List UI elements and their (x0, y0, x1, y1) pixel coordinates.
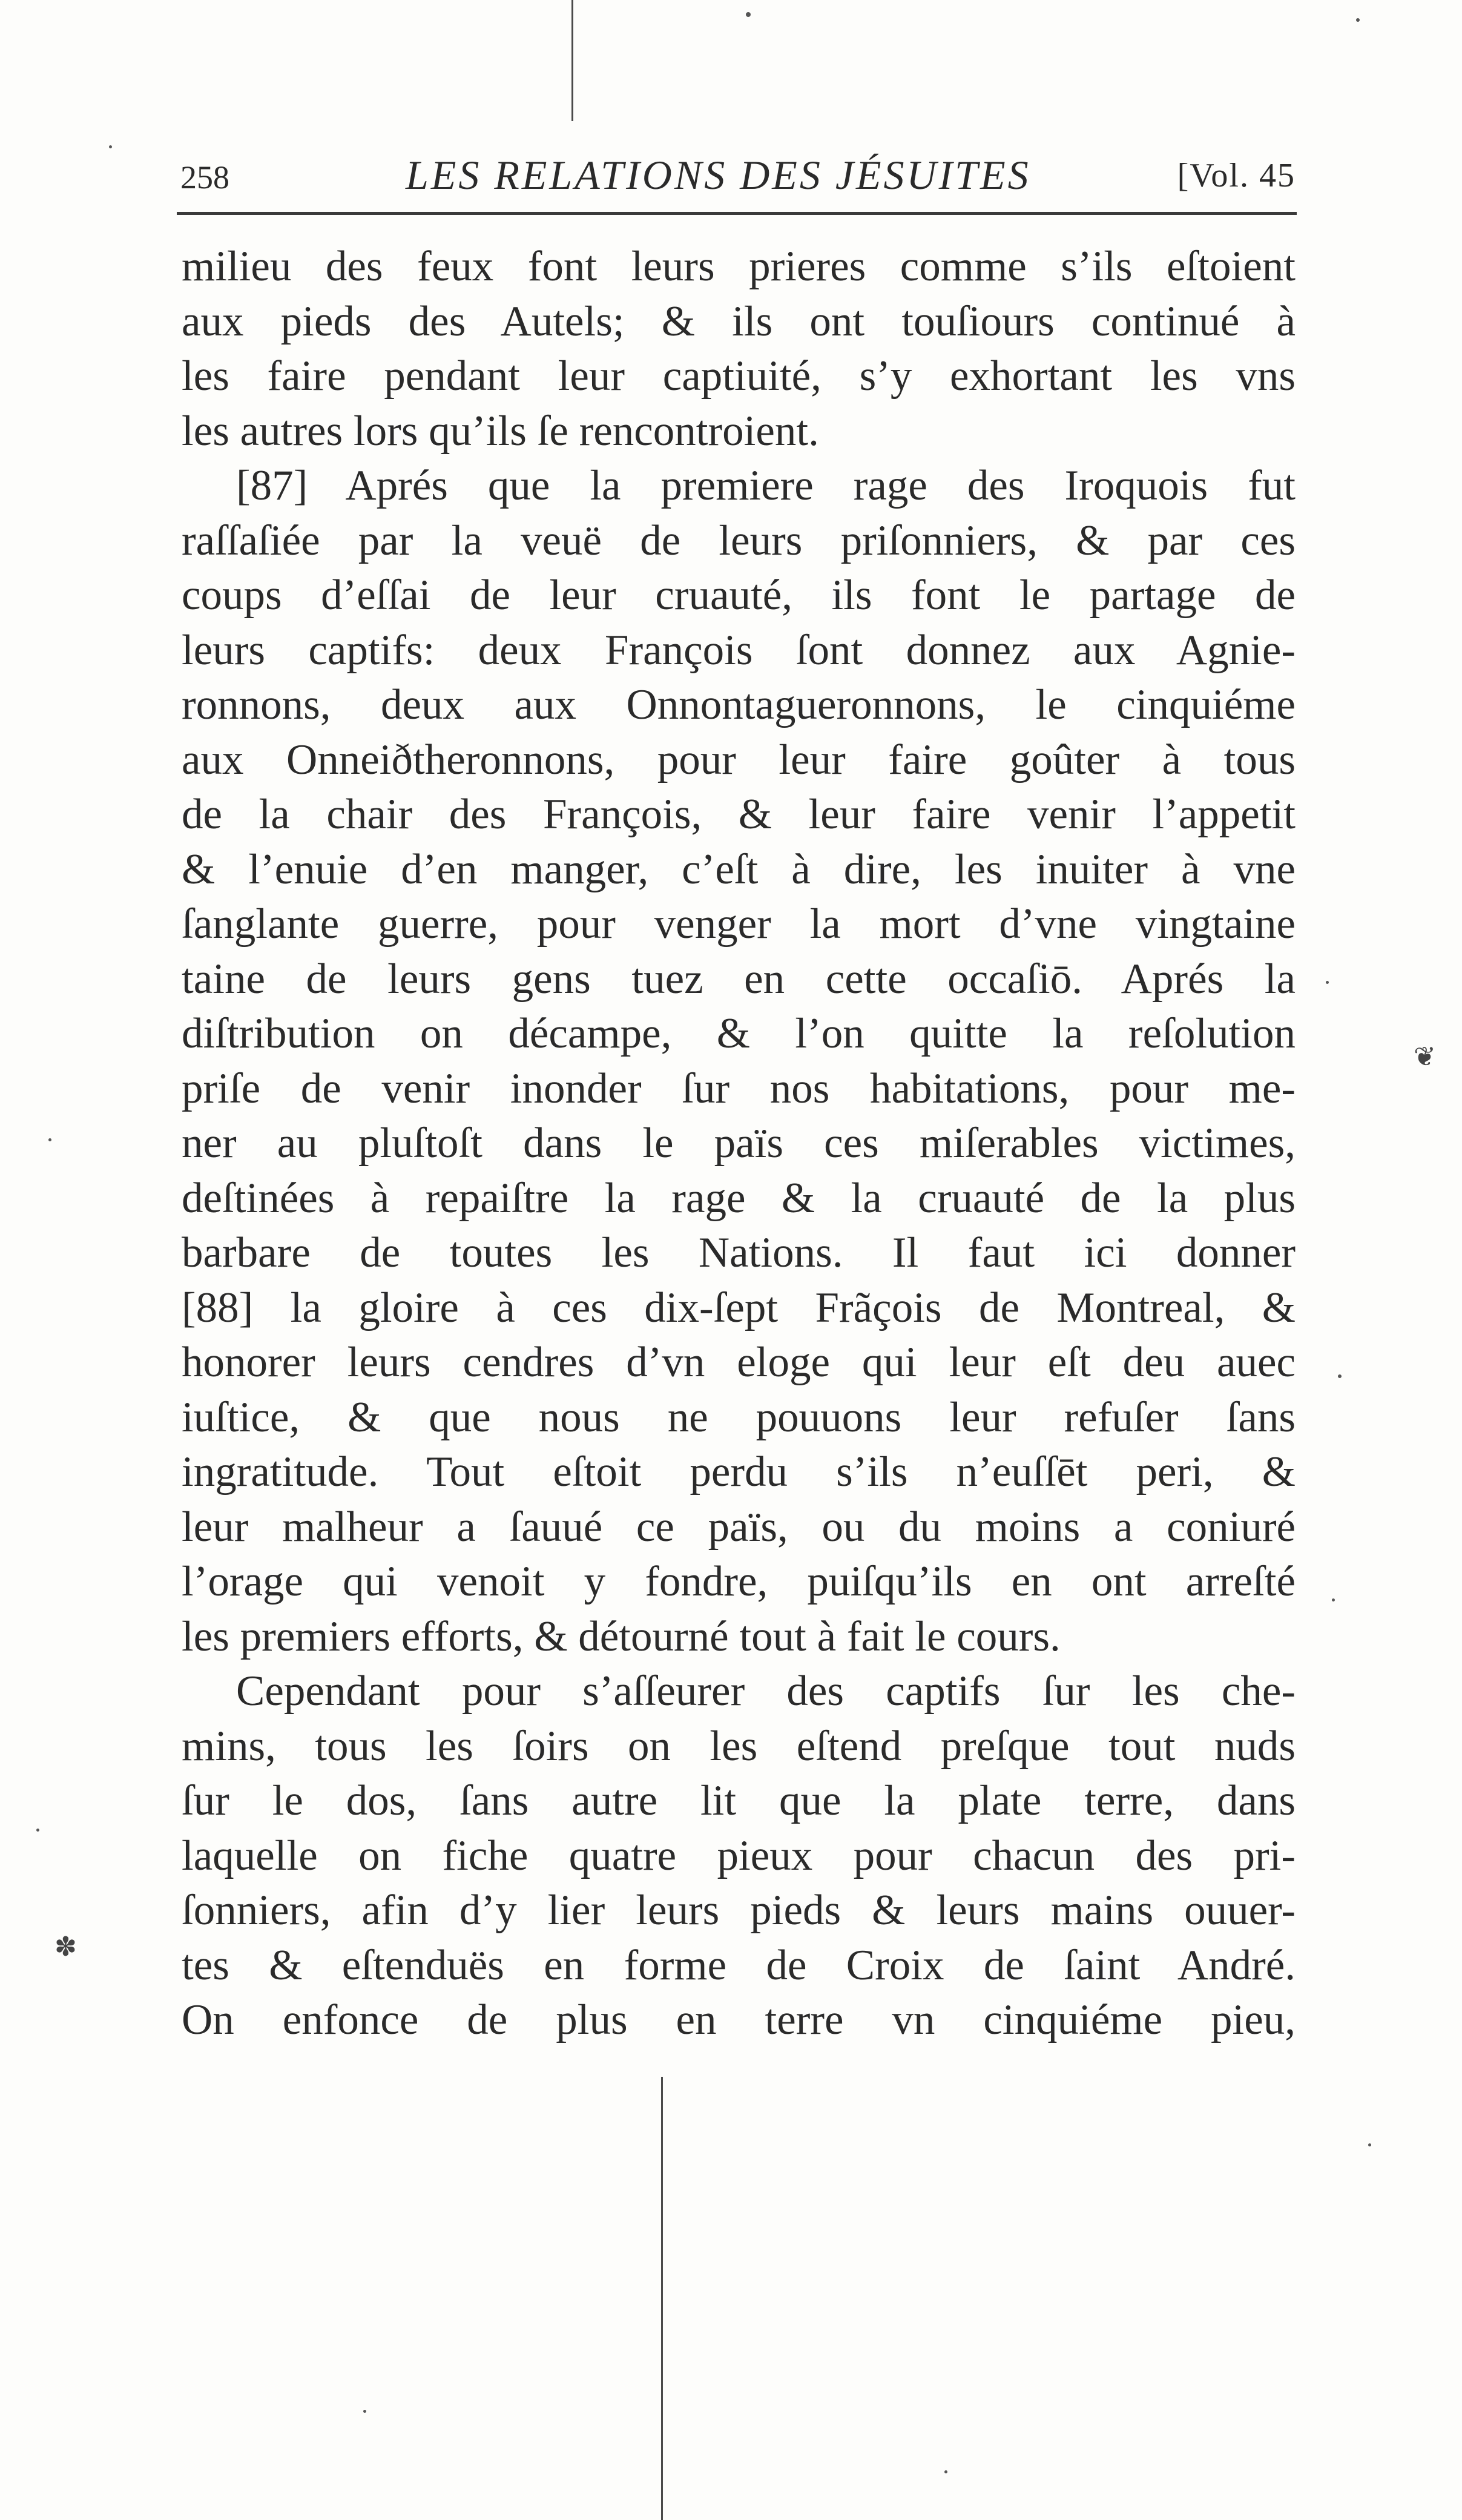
dust-speck (363, 2410, 366, 2413)
text-line: aux pieds des Autels; & ils ont touſiours continué à (182, 297, 1296, 345)
text-line: On enfonce de plus en terre vn cinquiéme pieu, (182, 1996, 1296, 2043)
text-line: barbare de toutes les Nations. Il faut ici donner (182, 1229, 1296, 1276)
text-line: ſur le dos, ſans autre lit que la plate terre, dans (182, 1777, 1296, 1824)
text-line: leurs captifs: deux François ſont donnez aux Agnie- (182, 626, 1296, 674)
ornament-speck-icon: ❦ (1414, 1042, 1436, 1072)
text-line: tes & eſtenduës en forme de Croix de ſaint André. (182, 1941, 1296, 1989)
text-line: de la chair des François, & leur faire venir l’appetit (182, 791, 1296, 838)
page-number: 258 (180, 159, 229, 196)
text-line: ſonniers, afin d’y lier leurs pieds & leurs mains ouuer- (182, 1887, 1296, 1934)
gutter-crease-top (571, 0, 573, 121)
text-line: les premiers efforts, & détourné tout à fait le cours. (182, 1612, 1061, 1660)
dust-speck (48, 1138, 51, 1141)
text-line: & l’enuie d’en manger, c’eſt à dire, les inuiter à vne (182, 845, 1296, 893)
text-line: leur malheur a ſauué ce païs, ou du moins a coniuré (182, 1503, 1296, 1551)
header-rule (177, 212, 1297, 215)
dust-speck (1368, 2143, 1371, 2146)
text-line: deſtinées à repaiſtre la rage & la cruauté de la plus (182, 1174, 1296, 1222)
text-line: [88] la gloire à ces dix-ſept Frãçois de Montreal, & (182, 1284, 1296, 1331)
running-head (180, 151, 1296, 206)
text-line: honorer leurs cendres d’vn eloge qui leur eſt deu auec (182, 1339, 1296, 1386)
text-line: ner au pluſtoſt dans le païs ces miſerables victimes, (182, 1120, 1296, 1167)
text-line: taine de leurs gens tuez en cette occaſiō. Aprés la (182, 955, 1296, 1003)
text-line: les autres lors qu’ils ſe rencontroient. (182, 407, 819, 455)
text-line: ingratitude. Tout eſtoit perdu s’ils n’euſſēt peri, & (182, 1448, 1296, 1496)
running-title: LES RELATIONS DES JÉSUITES (406, 152, 1031, 198)
text-line: milieu des feux font leurs prieres comme s’ils eſtoient (182, 243, 1296, 290)
text-line: diſtribution on décampe, & l’on quitte la reſolution (182, 1010, 1296, 1057)
text-line: ronnons, deux aux Onnontagueronnons, le cinquiéme (182, 681, 1296, 728)
dust-speck (1356, 18, 1360, 22)
dust-speck (944, 2470, 947, 2473)
volume-label: [Vol. 45 (1177, 157, 1296, 194)
text-line: raſſaſiée par la veuë de leurs priſonniers, & par ces (182, 516, 1296, 564)
dust-speck (1332, 1598, 1335, 1601)
ornament-speck-icon: ✽ (54, 1932, 77, 1962)
text-line: les faire pendant leur captiuité, s’y exhortant les vns (182, 352, 1296, 400)
dust-speck (1338, 1374, 1342, 1378)
text-line: ſanglante guerre, pour venger la mort d’vne vingtaine (182, 900, 1296, 948)
body-text (182, 239, 1296, 2048)
text-line: Cependant pour s’aſſeurer des captifs ſur les che- (236, 1667, 1296, 1715)
dust-speck (746, 12, 751, 17)
text-line: coups d’eſſai de leur cruauté, ils font le partage de (182, 572, 1296, 619)
text-line: iuſtice, & que nous ne pouuons leur refuſer ſans (182, 1393, 1296, 1441)
text-line: priſe de venir inonder ſur nos habitations, pour me- (182, 1064, 1296, 1112)
dust-speck (1326, 981, 1329, 984)
dust-speck (36, 1829, 39, 1832)
gutter-crease-bottom (661, 2077, 663, 2520)
text-line: aux Onneiðtheronnons, pour leur faire goûter à tous (182, 736, 1296, 783)
text-line: l’orage qui venoit y fondre, puiſqu’ils en ont arreſté (182, 1558, 1296, 1605)
text-line: mins, tous les ſoirs on les eſtend preſque tout nuds (182, 1722, 1296, 1770)
text-line: [87] Aprés que la premiere rage des Iroquois fut (236, 462, 1296, 509)
text-line: laquelle on fiche quatre pieux pour chacun des pri- (182, 1832, 1296, 1879)
dust-speck (109, 145, 112, 148)
